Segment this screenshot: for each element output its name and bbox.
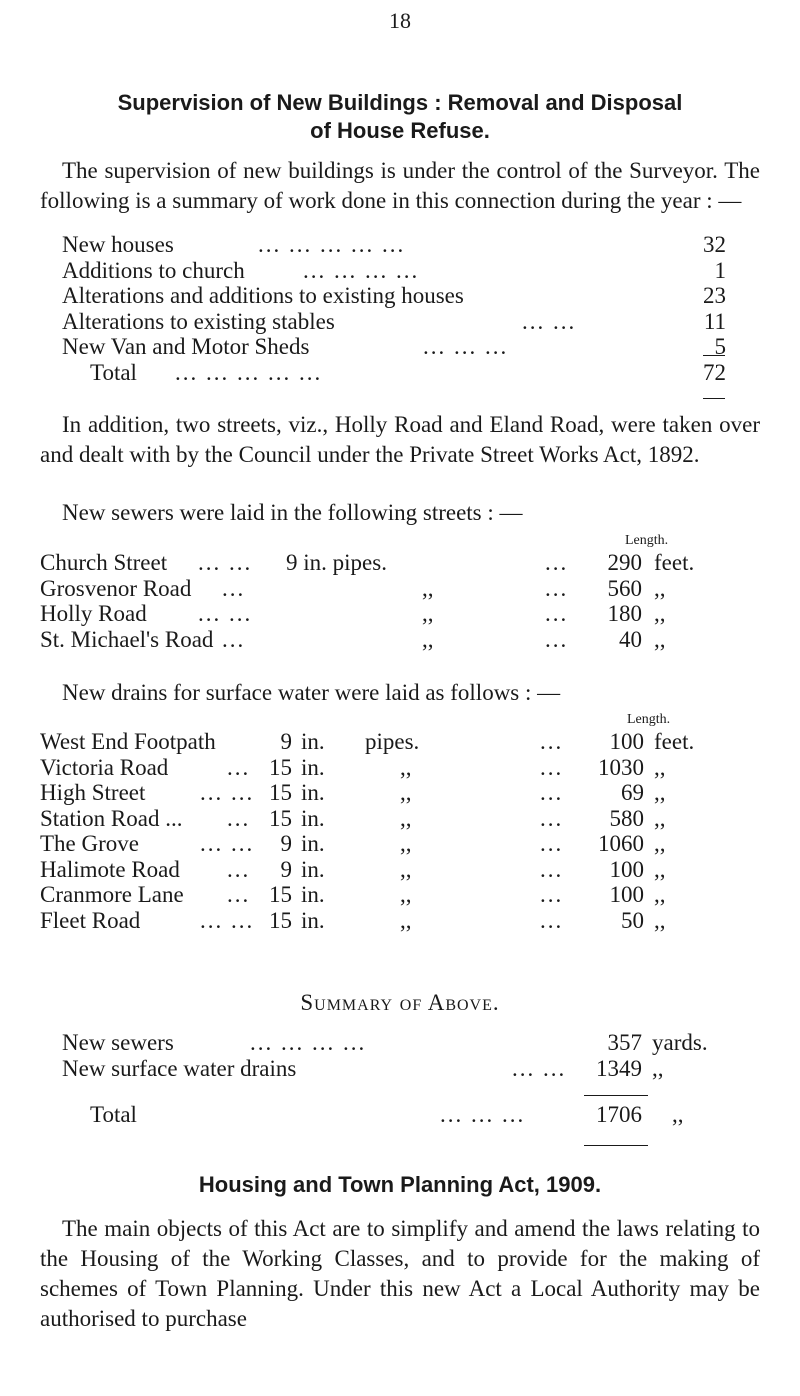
drain-length: 69 xyxy=(621,780,644,805)
total-rule-top xyxy=(703,355,725,356)
drain-diameter: 9 xyxy=(280,831,292,856)
work-item-label: Additions to church xyxy=(62,257,245,283)
drains-intro: New drains for surface water were laid as follows : — xyxy=(62,680,561,705)
drain-length: 1060 xyxy=(598,831,644,856)
sewers-length-header: Length. xyxy=(625,533,669,548)
sewer-dots: ... ... xyxy=(198,550,253,575)
section-title-line2: of House Refuse. xyxy=(310,118,490,143)
work-item-dots: ... ... ... ... xyxy=(303,257,420,283)
drains-length-header: Length. xyxy=(627,712,671,727)
summary-total-dots: ... ... ... xyxy=(440,1102,526,1127)
drain-unit: in. xyxy=(301,729,325,754)
drain-length-unit: ,, xyxy=(654,805,666,831)
work-item-value: 23 xyxy=(703,283,726,308)
drain-length: 100 xyxy=(609,882,644,907)
work-item-dots: ... ... ... xyxy=(423,334,509,359)
work-item-value: 11 xyxy=(703,308,726,334)
drain-street: Victoria Road xyxy=(40,754,169,780)
drain-kind: ,, xyxy=(400,780,412,805)
drain-unit: in. xyxy=(301,856,325,882)
drain-dots: ... xyxy=(227,856,251,882)
summary-label: New surface water drains xyxy=(62,1056,297,1081)
drain-length-unit: ,, xyxy=(654,831,666,856)
drain-row xyxy=(0,908,800,938)
work-item-label: Alterations and additions to existing houses xyxy=(62,283,464,308)
drain-length: 50 xyxy=(621,907,644,933)
sewer-size: 9 in. pipes. xyxy=(286,550,387,575)
drain-length: 580 xyxy=(609,805,644,831)
drain-unit: in. xyxy=(301,780,325,805)
streets-paragraph: In addition, two streets, viz., Holly Road and Eland Road, were taken over and dealt with by the Council under the Private Street Works Act, 1892. xyxy=(40,412,760,467)
sewer-dots: ... xyxy=(545,626,569,652)
sewer-dots: ... ... xyxy=(198,601,253,626)
drain-kind: ,, xyxy=(400,831,412,856)
sewer-dots: ... xyxy=(222,626,246,652)
work-item-dots: ... ... xyxy=(522,308,577,334)
drain-length-unit: ,, xyxy=(654,882,666,907)
page-number: 18 xyxy=(389,8,411,33)
sewer-length-unit: ,, xyxy=(654,601,666,626)
drain-dots: ... xyxy=(540,882,564,907)
drain-length-unit: ,, xyxy=(654,856,666,882)
summary-rule-top xyxy=(584,1095,648,1096)
drain-length: 100 xyxy=(609,856,644,882)
sewer-size-ditto: ,, xyxy=(422,601,434,626)
drain-diameter: 9 xyxy=(280,729,292,754)
summary-value: 1349 xyxy=(596,1056,642,1081)
summary-row xyxy=(0,1056,800,1086)
drain-street: Cranmore Lane xyxy=(40,882,184,907)
drain-street: The Grove xyxy=(40,831,139,856)
drain-length-unit: feet. xyxy=(654,729,695,754)
drain-unit: in. xyxy=(301,831,325,856)
drain-unit: in. xyxy=(301,805,325,831)
total-rule-bottom xyxy=(703,398,725,399)
housing-act-title: Housing and Town Planning Act, 1909. xyxy=(198,1172,602,1197)
work-item-label: Alterations to existing stables xyxy=(62,308,335,334)
sewer-length: 560 xyxy=(607,575,642,601)
drain-kind: ,, xyxy=(400,856,412,882)
drain-street: West End Footpath xyxy=(40,729,216,754)
sewer-row xyxy=(0,627,800,657)
sewer-street: Church Street xyxy=(40,550,168,575)
drain-kind: ,, xyxy=(400,907,412,933)
sewer-street: Holly Road xyxy=(40,601,147,626)
work-item-value: 5 xyxy=(714,334,726,359)
work-item-label: New houses xyxy=(62,232,174,257)
drain-dots: ... xyxy=(540,907,564,933)
sewer-street: St. Michael's Road xyxy=(40,626,214,652)
drain-street: Halimote Road xyxy=(40,856,180,882)
sewer-length-unit: ,, xyxy=(654,626,666,652)
sewer-length-unit: feet. xyxy=(654,550,695,575)
work-total-value: 72 xyxy=(703,360,726,385)
summary-total-value: 1706 xyxy=(596,1102,642,1127)
drain-length: 100 xyxy=(609,729,644,754)
drain-dots: ... ... xyxy=(200,780,255,805)
drain-dots: ... ... xyxy=(200,831,255,856)
drain-dots: ... xyxy=(540,729,564,754)
work-item-value: 32 xyxy=(703,232,726,257)
drain-street: High Street xyxy=(40,780,146,805)
sewer-size-ditto: ,, xyxy=(422,575,434,601)
drain-street: Fleet Road xyxy=(40,907,141,933)
drain-kind: ,, xyxy=(400,882,412,907)
drain-dots: ... xyxy=(540,805,564,831)
sewer-length: 40 xyxy=(619,626,642,652)
sewer-dots: ... xyxy=(545,575,569,601)
intro-paragraph: The supervision of new buildings is under the control of the Surveyor. The following is a summary of work done in this connection during the year : — xyxy=(40,158,760,213)
drain-diameter: 15 xyxy=(269,780,292,805)
work-total-label: Total xyxy=(90,360,137,385)
summary-dots: ... ... ... ... xyxy=(250,1030,367,1055)
drain-dots: ... xyxy=(227,882,251,907)
drain-diameter: 9 xyxy=(280,856,292,882)
drain-unit: in. xyxy=(301,882,325,907)
summary-label: New sewers xyxy=(62,1030,174,1055)
section-title-line1: Supervision of New Buildings : Removal and Disposal xyxy=(117,90,683,115)
drain-diameter: 15 xyxy=(269,882,292,907)
drain-kind: ,, xyxy=(400,805,412,831)
housing-act-paragraph: The main objects of this Act are to simplify and amend the laws relating to the Housing of the Working Classes, and to provide for the making of schemes of Town Planning. Under this new Act a Local Authority may be authorised to purchase xyxy=(40,1216,760,1331)
summary-value: 357 xyxy=(607,1030,642,1055)
drain-length: 1030 xyxy=(598,754,644,780)
drain-kind: ,, xyxy=(400,754,412,780)
sewers-intro: New sewers were laid in the following streets : — xyxy=(62,500,523,525)
drain-unit: in. xyxy=(301,907,325,933)
sewer-size-ditto: ,, xyxy=(422,626,434,652)
summary-dots: ... ... xyxy=(512,1056,567,1081)
summary-total-label: Total xyxy=(90,1102,137,1127)
drain-dots: ... xyxy=(540,831,564,856)
summary-total-unit: ,, xyxy=(672,1102,684,1127)
summary-unit: yards. xyxy=(652,1030,708,1055)
drain-dots: ... xyxy=(540,780,564,805)
sewer-street: Grosvenor Road xyxy=(40,575,192,601)
drain-dots: ... xyxy=(540,856,564,882)
work-total-dots: ... ... ... ... ... xyxy=(175,360,323,385)
drain-diameter: 15 xyxy=(269,754,292,780)
drain-length-unit: ,, xyxy=(654,780,666,805)
summary-rule-bottom xyxy=(584,1145,648,1146)
drain-length-unit: ,, xyxy=(654,754,666,780)
work-total-row xyxy=(0,360,800,390)
sewer-length: 290 xyxy=(607,550,642,575)
drain-length-unit: ,, xyxy=(654,907,666,933)
summary-heading: Summary of Above. xyxy=(300,990,500,1015)
sewer-length: 180 xyxy=(607,601,642,626)
drain-kind: pipes. xyxy=(365,729,420,754)
summary-unit: ,, xyxy=(652,1056,664,1081)
drain-unit: in. xyxy=(301,754,325,780)
drain-diameter: 15 xyxy=(269,907,292,933)
sewer-dots: ... xyxy=(545,601,569,626)
drain-dots: ... xyxy=(540,754,564,780)
drain-street: Station Road ... xyxy=(40,805,183,831)
sewer-dots: ... xyxy=(222,575,246,601)
work-item-dots: ... ... ... ... ... xyxy=(258,232,406,257)
drain-dots: ... xyxy=(227,754,251,780)
summary-total-row xyxy=(0,1102,800,1132)
drain-dots: ... ... xyxy=(200,907,255,933)
sewer-dots: ... xyxy=(545,550,569,575)
work-item-label: New Van and Motor Sheds xyxy=(62,334,310,359)
drain-diameter: 15 xyxy=(269,805,292,831)
work-item-value: 1 xyxy=(714,257,726,283)
drain-dots: ... xyxy=(227,805,251,831)
sewer-length-unit: ,, xyxy=(654,575,666,601)
